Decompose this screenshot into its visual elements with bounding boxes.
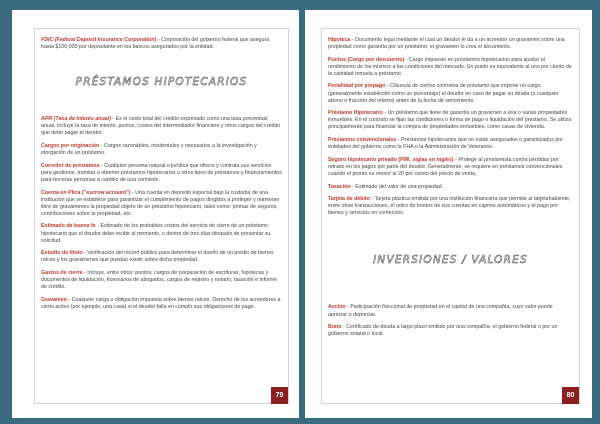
page-number: 79 bbox=[271, 387, 288, 404]
glossary-entry bbox=[41, 297, 282, 311]
left-page-frame bbox=[34, 28, 289, 404]
left-page-content bbox=[41, 37, 282, 316]
section-heading-mortgages: PRÉSTAMOS HIPOTECARIOS bbox=[75, 76, 248, 89]
glossary-entry bbox=[41, 250, 282, 264]
glossary-entry bbox=[41, 116, 282, 137]
entry-definition: - Tarjeta plástica emitida por una institución financiera que permite al tarjetahabiente, entre otras transacciones, el retiro de fondos de sus cuentas en cajeros automáticos y el pago por bienes y servicios en comercios. bbox=[328, 196, 571, 217]
glossary-entry bbox=[41, 163, 282, 184]
glossary-entry bbox=[328, 324, 573, 338]
entry-term: Gastos de cierre bbox=[41, 269, 83, 276]
glossary-entry bbox=[328, 83, 573, 104]
entry-term: Hipoteca bbox=[328, 37, 351, 43]
glossary-entry bbox=[41, 270, 282, 291]
entry-term: Préstamo Hipotecario bbox=[328, 110, 383, 117]
entry-term: Penalidad por prepago bbox=[328, 83, 386, 90]
entry-definition: - Verificación del récord público para determinar el dueño de un predio de bienes raíces y los gravámenes que puedan existir sobre dicha propiedad. bbox=[41, 250, 274, 264]
section-heading-investments: INVERSIONES / VALORES bbox=[373, 254, 528, 267]
right-page-frame bbox=[321, 28, 580, 404]
entry-definition: - Una cuenta en depósito especial bajo la custodia de una institución que se establece para garantizar el cumplimiento de pagos dirigidos a proteger y mantener libre de gravámenes la propiedad objeto de un préstamo hipotecario, tales como: primas de seguros, contribuciones sobre la propiedad, etc. bbox=[41, 189, 280, 217]
entry-definition: - Cargos razonables, incidentales y necesarios a la investigación y otorgación de un préstamo. bbox=[41, 143, 257, 157]
glossary-entry bbox=[41, 143, 282, 157]
entry-definition: - Cualquier persona natural o jurídica que ofrece y contrata sus servicios para gestionar, tramitar u obtener préstamos hipotecarios u otros tipos de préstamos y financiamientos para terceras personas a cambio de una comisión. bbox=[41, 162, 282, 183]
glossary-entry bbox=[328, 37, 573, 51]
entry-definition: - Estimado del valor de una propiedad. bbox=[350, 183, 444, 190]
entry-term: Acción bbox=[328, 304, 346, 311]
glossary-entry bbox=[328, 110, 573, 131]
entry-term: APR (Tasa de interés anual) bbox=[41, 116, 111, 123]
entry-term: Puntos (Cargo por descuento) bbox=[328, 56, 405, 63]
glossary-entry bbox=[328, 304, 573, 318]
glossary-entry bbox=[328, 184, 573, 191]
entry-term: Gravamen bbox=[41, 296, 67, 303]
entry-term: Estimado de buena fe bbox=[41, 223, 96, 230]
entry-definition: - Protege al prestamista contra pérdidas por retraso en los pagos por parte del deudor. Generalmente, se requiere en préstamos convencionales cuando el pronto es menor al 20 por ciento del precio de venta. bbox=[328, 156, 563, 177]
entry-term: Tasación bbox=[328, 183, 351, 190]
entry-definition: - Cualquier carga u obligación impuesta sobre bienes raíces. Derecho de los acreedores a cierto activo (por ejemplo, una casa) si el deudor falla en cumplir sus obligaciones de pago. bbox=[41, 296, 281, 310]
page-number: 80 bbox=[562, 387, 579, 404]
glossary-entry bbox=[41, 190, 282, 218]
left-page bbox=[12, 10, 299, 418]
entry-definition: - Préstamos hipotecarios que no están asegurados o garantizados por entidades del gobierno como la FHA o la Administración de Veteranos. bbox=[328, 137, 563, 151]
glossary-entry bbox=[328, 157, 573, 178]
glossary-entry bbox=[328, 57, 573, 78]
entry-term: Seguro hipotecario privado (PMI, siglas en inglés) bbox=[328, 156, 454, 163]
entry-term: Cuenta en Plica ("escrow account") bbox=[41, 189, 131, 196]
entry-definition: - Documento legal mediante el cual un deudor le da a un acreedor un gravamen sobre una propiedad como garantía por un préstamo; el gravamen lo crea el documento. bbox=[328, 37, 565, 51]
entry-definition: - Cláusula de ciertos contratos de préstamo que impone un cargo (generalmente establecido como un porcentaje) al deudor en caso de pagar su deuda (o cualquier abono o fracción del mismo) antes de la fecha de vencimiento. bbox=[328, 83, 559, 104]
entry-definition: - Certificado de deuda a largo plazo emitido por una compañía, el gobierno federal o por un gobierno estatal o local. bbox=[328, 324, 558, 338]
entry-term: FDIC (Federal Deposit Insurance Corporation) bbox=[41, 37, 157, 43]
glossary-entry bbox=[41, 37, 282, 51]
right-page-content bbox=[328, 37, 573, 344]
glossary-entry bbox=[41, 223, 282, 244]
entry-definition: - Estimado de los probables costos del servicio de cierre de un préstamo hipotecario que el deudor debe recibir al momento, o dentro de tres días después de presentar su solicitud. bbox=[41, 223, 271, 244]
right-page bbox=[305, 10, 592, 418]
glossary-entry bbox=[328, 196, 573, 217]
entry-definition: - Incluye, entre otros: puntos, cargos de preparación de escrituras, hipotecas y documentos de liquidación, honorarios de abogados, cargos de registro y notario, tasación e informe de crédito. bbox=[41, 269, 278, 291]
entry-definition: - Es el costo total del crédito expresado como una tasa porcentual anual. Incluye la tasa de interés, puntos, costos del intermediador financiero y otros cargos del crédito que debe pagar el deudor. bbox=[41, 116, 281, 137]
entry-definition: - Corporación del gobierno federal que asegura hasta $100,000 por depositante en los bancos asegurados por la entidad. bbox=[41, 37, 270, 51]
entry-term: Tarjeta de débito bbox=[328, 196, 370, 203]
entry-definition: - Cargo impuesto en préstamos hipotecarios para ajustar el rendimiento de los mismos a las condiciones del mercado. Un punto es equivalente al uno por ciento de la cantidad tomada a préstamo. bbox=[328, 56, 572, 77]
book-spread bbox=[12, 10, 590, 418]
entry-definition: - Participación fraccional de propiedad en el capital de una compañía, cuyo valor puede apreciar o depreciar. bbox=[328, 304, 553, 318]
entry-term: Préstamos convencionales bbox=[328, 137, 397, 144]
glossary-entry bbox=[328, 137, 573, 151]
entry-term: Estudio de título bbox=[41, 250, 83, 257]
entry-term: Corredor de préstamos bbox=[41, 162, 100, 169]
entry-term: Cargos por originación bbox=[41, 143, 100, 150]
entry-definition: - Un préstamo que tiene de garantía un gravamen a una o varias propiedades inmuebles. En el contrato se fijan las condiciones o forma de pago o liquidación del préstamo. Se utiliza principalmente para financiar la compra de propiedades inmuebles, como casas de vivienda. bbox=[328, 110, 572, 131]
entry-term: Bono bbox=[328, 324, 342, 331]
